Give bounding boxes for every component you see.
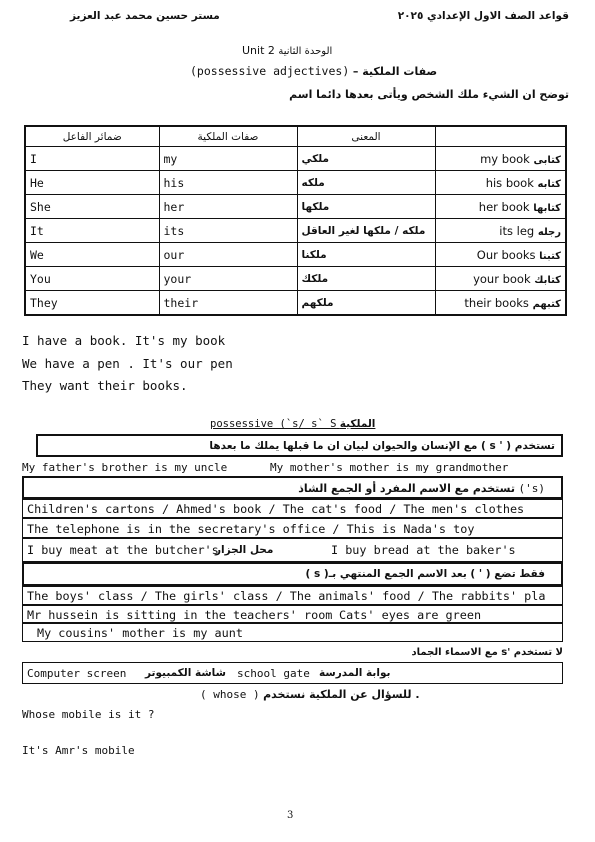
gate-en: school gate: [237, 667, 310, 680]
line5-box: [22, 605, 563, 623]
line5-right: Cats' eyes are green: [339, 608, 482, 622]
example-ar: كتبهم: [532, 298, 561, 310]
cell-possessive: your: [159, 267, 297, 291]
line2-box: [22, 518, 563, 538]
line1: Children's cartons / Ahmed's book / The cat's food / The men's clothes: [27, 502, 525, 516]
example-sentence-3: They want their books.: [22, 378, 188, 393]
cell-meaning: ملكه / ملكها لغير العاقل: [297, 219, 435, 243]
line4-box: [22, 586, 563, 605]
line6-box: [22, 623, 563, 642]
cell-example: [435, 267, 566, 291]
cell-example: [435, 291, 566, 316]
cell-subject: She: [25, 195, 159, 219]
cell-subject: They: [25, 291, 159, 316]
example-en: your book: [473, 271, 531, 286]
line7-box: [22, 662, 563, 684]
cell-meaning: ملكه: [297, 171, 435, 195]
whose-rule-ar: للسؤال عن الملكية نستخدم .: [263, 688, 420, 701]
unit-label: [242, 44, 332, 57]
example-en: my book: [480, 151, 530, 166]
rule-text: توضح ان الشيء ملك الشخص ويأتى بعدها دائما اسم: [289, 88, 569, 101]
cell-meaning: ملكك: [297, 267, 435, 291]
gate-ar: بوابة المدرسة: [319, 667, 391, 679]
rule2-en: ('s): [518, 482, 545, 495]
line4: The boys' class / The girls' class / The animals' food / The rabbits' pla: [27, 589, 546, 603]
example-en: their books: [464, 295, 529, 310]
cell-example: [435, 243, 566, 267]
cell-possessive: their: [159, 291, 297, 316]
example-sentence-1: I have a book. It's my book: [22, 333, 226, 348]
section2-title: [210, 418, 375, 430]
line3-right: I buy bread at the baker's: [331, 543, 516, 557]
rule2-ar: تستخدم مع الاسم المفرد أو الجمع الشاذ: [298, 482, 515, 495]
example-en: Our books: [476, 247, 536, 262]
unit-ar: الوحدة الثانية: [278, 46, 333, 57]
rule2-text: [298, 482, 545, 495]
whose-rule-en: ( whose ): [200, 688, 260, 701]
cell-possessive: our: [159, 243, 297, 267]
unit-en: Unit 2: [242, 44, 275, 57]
header-title: قواعد الصف الاول الإعدادي ٢٠٢٥: [397, 10, 569, 22]
cell-example: [435, 147, 566, 171]
cell-meaning: ملكهم: [297, 291, 435, 316]
header-teacher: مستر حسين محمد عبد العزيز: [70, 10, 220, 22]
table-row: [25, 171, 566, 195]
comp-en: Computer screen: [27, 667, 127, 680]
example-ar: كتابى: [533, 154, 561, 166]
table-header-row: [25, 126, 566, 147]
line5-left: Mr hussein is sitting in the teachers' room: [27, 608, 333, 622]
col-example: [435, 126, 566, 147]
cell-meaning: ملكي: [297, 147, 435, 171]
table-row: [25, 267, 566, 291]
cell-example: [435, 219, 566, 243]
table-row: [25, 195, 566, 219]
example-en: his book: [485, 175, 534, 190]
rule1-box: [36, 434, 563, 457]
col-meaning: المعنى: [297, 126, 435, 147]
cell-example: [435, 171, 566, 195]
cell-meaning: ملكها: [297, 195, 435, 219]
example-uncle: My father's brother is my uncle: [22, 461, 228, 474]
rule1-text: تستخدم ( ' s ) مع الإنسان والحيوان لبيان ان ما قبلها يملك ما بعدها: [209, 440, 555, 452]
table-row: [25, 243, 566, 267]
cell-subject: You: [25, 267, 159, 291]
whose-question: Whose mobile is it ?: [22, 708, 155, 721]
lesson-ar: – صفات الملكية: [352, 65, 438, 78]
table-row: [25, 219, 566, 243]
cell-subject: We: [25, 243, 159, 267]
cell-subject: It: [25, 219, 159, 243]
comp-ar: شاشة الكمبيوتر: [145, 667, 226, 679]
whose-rule: [200, 688, 420, 701]
table-row: [25, 147, 566, 171]
lesson-title: [190, 64, 437, 78]
line3-en: I buy meat at the butcher's: [27, 543, 219, 557]
example-ar: كتابها: [533, 202, 561, 214]
col-possessive: صفات الملكية: [159, 126, 297, 147]
example-grandmother: My mother's mother is my grandmother: [270, 461, 509, 474]
line3-ar: محل الجزار: [215, 544, 274, 556]
section2-title-en: possessive (`s/ s` S: [210, 418, 337, 430]
rule3-box: [22, 562, 563, 586]
page-number: 3: [287, 810, 294, 821]
example-ar: كتبنا: [539, 250, 561, 262]
cell-possessive: my: [159, 147, 297, 171]
rule4-text: لا تستخدم 's مع الاسماء الجماد: [411, 647, 563, 658]
rule3-text: فقط تضع ( ' ) بعد الاسم الجمع المنتهي بـ( s ): [305, 568, 545, 580]
example-ar: كتابك: [534, 274, 561, 286]
example-ar: رجله: [537, 226, 561, 238]
whose-answer: It's Amr's mobile: [22, 744, 135, 757]
example-en: her book: [478, 199, 530, 214]
line2: The telephone is in the secretary's office / This is Nada's toy: [27, 522, 475, 536]
cell-possessive: his: [159, 171, 297, 195]
cell-subject: I: [25, 147, 159, 171]
example-ar: كتابه: [537, 178, 561, 190]
line6: My cousins' mother is my aunt: [37, 626, 243, 640]
cell-subject: He: [25, 171, 159, 195]
cell-possessive: its: [159, 219, 297, 243]
example-en: its leg: [499, 223, 535, 238]
line3-box: [22, 538, 563, 562]
example-sentence-2: We have a pen . It's our pen: [22, 356, 233, 371]
line1-box: [22, 499, 563, 518]
table-row: [25, 291, 566, 316]
col-subject: ضمائر الفاعل: [25, 126, 159, 147]
lesson-en: (possessive adjectives): [190, 64, 350, 78]
rule2-box: [22, 476, 563, 499]
possessive-table: [24, 125, 567, 316]
section2-title-ar: الملكية: [339, 418, 376, 430]
cell-example: [435, 195, 566, 219]
cell-meaning: ملكنا: [297, 243, 435, 267]
cell-possessive: her: [159, 195, 297, 219]
